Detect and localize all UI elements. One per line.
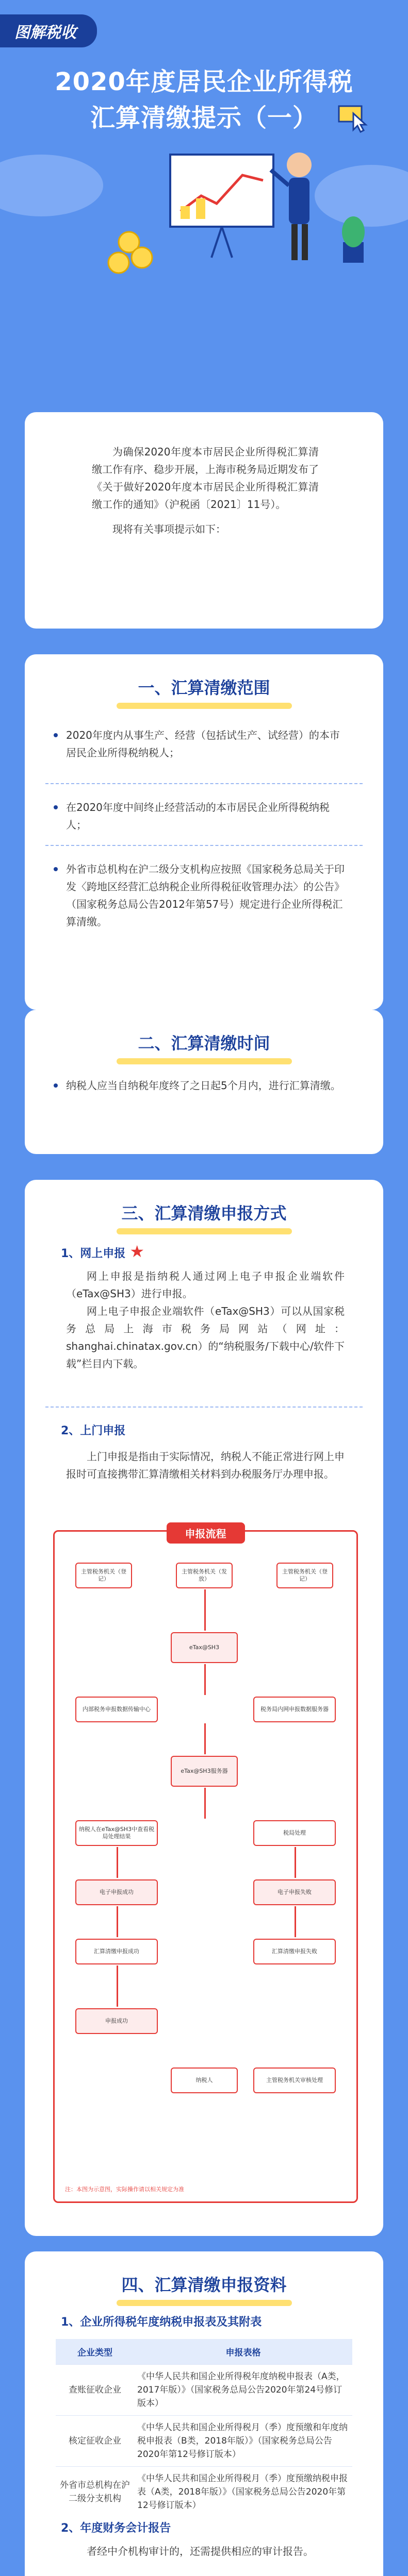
forms-table <box>56 2339 352 2517</box>
section-title: 二、汇算清缴时间 <box>25 1030 383 1064</box>
divider <box>45 783 363 784</box>
category-tag: 图解税收 <box>0 14 97 47</box>
cursor-icon <box>338 103 369 134</box>
intro-text <box>92 443 319 538</box>
table-header: 申报表格 <box>134 2339 352 2365</box>
sub-title-onsite: 2、上门申报 <box>61 1425 126 1437</box>
section-title: 一、汇算清缴范围 <box>25 675 383 709</box>
flow-node: 主管税务机关（发放） <box>176 1563 233 1588</box>
flow-node: 税局处理 <box>253 1820 336 1846</box>
online-description: 网上申报是指纳税人通过网上电子申报企业端软件（eTax@SH3）进行申报。 网上电子申报企业端软件（eTax@SH3）可以从国家税务总局上海市税务局网站（网址：shanghai.chinatax.gov.cn）的“纳税服务/下载中心/软件下载”栏目内下载。 <box>66 1270 345 1370</box>
hero-title-line1: 2020年度居民企业所得税 <box>55 67 353 96</box>
flow-node: 主管税务机关（登记） <box>75 1563 132 1588</box>
section-method <box>25 1180 383 2236</box>
flow-node: 纳税人在eTax@SH3中查看税局处理结果 <box>75 1820 158 1846</box>
table-row: 外省市总机构在沪二级分支机构 《中华人民共和国企业所得税月（季）度预缴纳税申报表（A类，2018年版）》（国家税务总局公告2020年第12号修订版本） <box>56 2467 352 2518</box>
intro-paragraph: 为确保2020年度本市居民企业所得税汇算清缴工作有序、稳步开展，上海市税务局近期发布了《关于做好2020年度本市居民企业所得税汇算清缴工作的通知》（沪税函〔2021〕11号）。 <box>92 446 319 511</box>
section-title: 三、汇算清缴申报方式 <box>25 1200 383 1234</box>
flow-node: eTax@SH3 <box>171 1632 238 1663</box>
list-item: 在2020年度中间终止经营活动的本市居民企业所得税纳税人； <box>66 799 347 834</box>
flow-node: 内部税务申报数据传输中心 <box>75 1697 158 1722</box>
intro-paragraph: 现将有关事项提示如下： <box>112 523 226 535</box>
section-scope <box>25 654 383 1010</box>
table-row: 核定征收企业 《中华人民共和国企业所得税月（季）度预缴和年度纳税申报表（B类，2018年版）》（国家税务总局公告2020年第12号修订版本） <box>56 2416 352 2467</box>
hero-illustration <box>0 0 408 319</box>
flow-node: 主管税务机关审核处理 <box>253 2067 336 2093</box>
flow-node: 申报成功 <box>75 2008 158 2034</box>
section-materials <box>25 2251 383 2576</box>
star-icon: ★ <box>129 1242 144 1261</box>
flow-diagram <box>53 1530 358 2203</box>
table-header: 企业类型 <box>56 2339 134 2365</box>
hero-title-line2: 汇算清缴提示（一） <box>90 104 318 132</box>
flow-title: 申报流程 <box>167 1522 245 1544</box>
hero-banner <box>0 0 408 319</box>
section-title: 四、汇算清缴申报资料 <box>25 2272 383 2306</box>
sub-title-online: 1、网上申报 ★ <box>61 1242 144 1261</box>
sub-title-forms: 1、企业所得税年度纳税申报表及其附表 <box>61 2316 262 2329</box>
flow-node: 电子申报成功 <box>75 1879 158 1905</box>
flow-node: 纳税人 <box>171 2067 238 2093</box>
flow-node: 税务局内网申报数据服务器 <box>253 1697 336 1722</box>
table-row: 查账征收企业 《中华人民共和国企业所得税年度纳税申报表（A类，2017年版）》（国家税务总局公告2020年第24号修订版本） <box>56 2365 352 2416</box>
sub-title-financial: 2、年度财务会计报告 <box>61 2522 171 2535</box>
list-item: 纳税人应当自纳税年度终了之日起5个月内，进行汇算清缴。 <box>66 1077 347 1094</box>
divider <box>45 1406 363 1408</box>
intro-card <box>25 412 383 629</box>
flow-node: 电子申报失败 <box>253 1879 336 1905</box>
section-time <box>25 1010 383 1154</box>
divider <box>45 845 363 846</box>
flow-note: 注：本图为示意图，实际操作请以相关规定为准 <box>65 2186 184 2193</box>
list-item: 2020年度内从事生产、经营（包括试生产、试经营）的本市居民企业所得税纳税人； <box>66 726 347 761</box>
flow-node: eTax@SH3服务器 <box>171 1756 238 1787</box>
flow-node: 主管税务机关（登记） <box>276 1563 333 1588</box>
list-item: 外省市总机构在沪二级分支机构应按照《国家税务总局关于印发〈跨地区经营汇总纳税企业所得税征收管理办法〉的公告》（国家税务总局公告2012年第57号）规定进行企业所得税汇算清缴。 <box>66 860 347 930</box>
flow-node: 汇算清缴申报失败 <box>253 1939 336 1964</box>
onsite-description: 上门申报是指由于实际情况，纳税人不能正常进行网上申报时可直接携带汇算清缴相关材料到办税服务厅办理申报。 <box>66 1450 345 1480</box>
financial-description: 者经中介机构审计的，还需提供相应的审计报告。 <box>87 2545 314 2557</box>
flow-node: 汇算清缴申报成功 <box>75 1939 158 1964</box>
